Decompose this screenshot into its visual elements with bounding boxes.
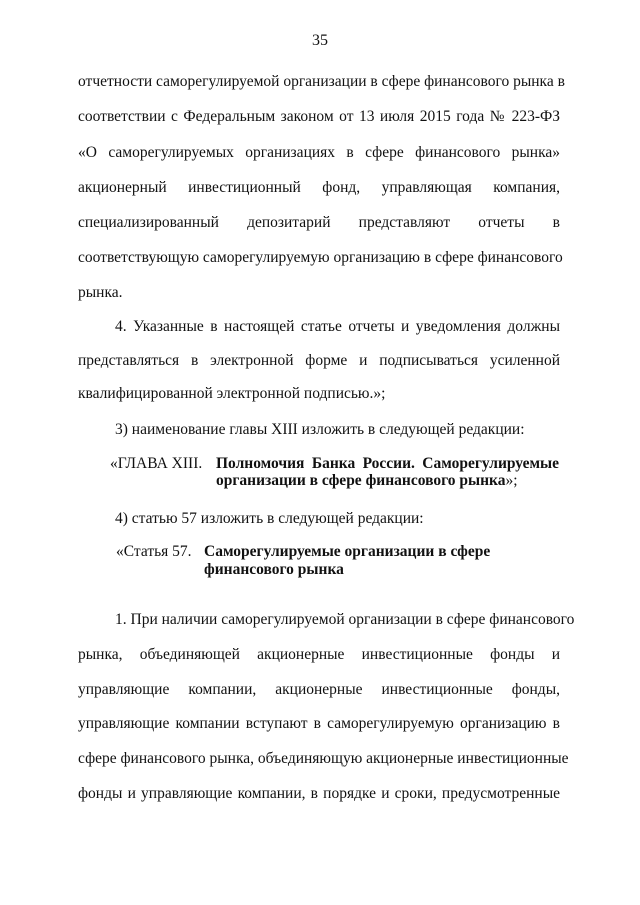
chapter-suffix: »; xyxy=(505,472,518,489)
text-line: управляющие компании, акционерные инвестиционные фонды, xyxy=(78,681,560,698)
text-line: 1. При наличии саморегулируемой организации в сфере финансового xyxy=(115,611,575,628)
text-line: 4. Указанные в настоящей статье отчеты и уведомления должны xyxy=(115,318,560,335)
article-prefix: «Статья 57. xyxy=(116,543,192,560)
chapter-title-line2-wrap xyxy=(216,472,518,490)
chapter-prefix: «ГЛАВА XIII. xyxy=(110,455,203,472)
text-line: квалифицированной электронной подписью.»; xyxy=(78,385,386,402)
article-title-line1: Саморегулируемые организации в сфере xyxy=(204,543,491,560)
text-line: отчетности саморегулируемой организации в сфере финансового рынка в xyxy=(78,73,565,90)
chapter-title-line2: организации в сфере финансового рынка xyxy=(216,472,506,489)
text-line: специализированный депозитарий представляют отчеты в xyxy=(78,214,560,231)
text-line: «О саморегулируемых организациях в сфере финансового рынка» xyxy=(78,144,560,161)
text-line: соответствии с Федеральным законом от 13 июля 2015 года № 223-ФЗ xyxy=(78,108,560,125)
text-line: сфере финансового рынка, объединяющую акционерные инвестиционные xyxy=(78,750,569,767)
text-line: 3) наименование главы XIII изложить в следующей редакции: xyxy=(115,421,525,438)
text-line: 4) статью 57 изложить в следующей редакции: xyxy=(115,510,424,527)
text-line: рынка. xyxy=(78,284,123,301)
page-number: 35 xyxy=(312,32,328,49)
chapter-title-line1: Полномочия Банка России. Саморегулируемые xyxy=(216,455,559,472)
article-title-line2: финансового рынка xyxy=(204,561,344,578)
text-line: управляющие компании вступают в саморегулируемую организацию в xyxy=(78,715,560,732)
text-line: соответствующую саморегулируемую организацию в сфере финансового xyxy=(78,249,563,266)
text-line: представляться в электронной форме и подписываться усиленной xyxy=(78,352,560,369)
text-line: рынка, объединяющей акционерные инвестиционные фонды и xyxy=(78,646,560,663)
text-line: акционерный инвестиционный фонд, управляющая компания, xyxy=(78,179,560,196)
text-line: фонды и управляющие компании, в порядке и сроки, предусмотренные xyxy=(78,785,560,802)
